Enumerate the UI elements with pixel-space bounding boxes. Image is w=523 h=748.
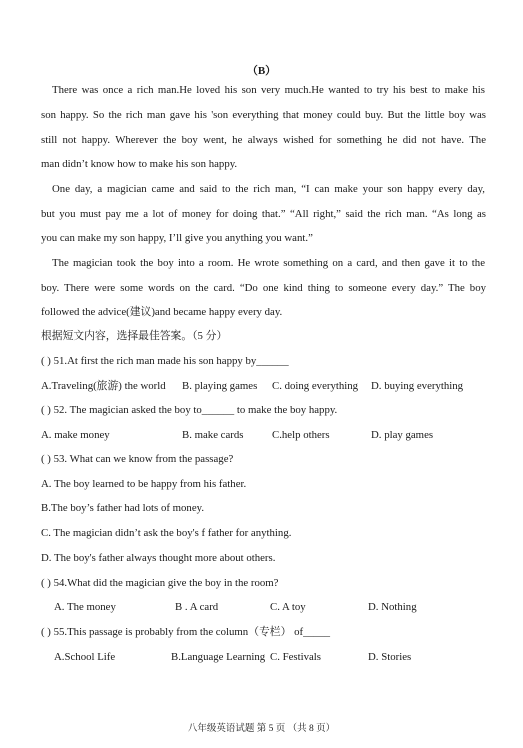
question-54-option-a: A. The money (54, 601, 116, 613)
passage-line-3: still not happy. Wherever the boy went, he always wished for something he did not have. The (41, 134, 486, 146)
question-55-stem: ( ) 55.This passage is probably from the column（专栏） of_____ (41, 626, 331, 638)
question-52-option-a: A. make money (41, 429, 110, 441)
question-55-option-b: B.Language Learning (171, 651, 266, 663)
question-52-option-d: D. play games (371, 429, 434, 441)
question-55-option-c: C. Festivals (270, 651, 321, 663)
passage-line-6: but you must pay me a lot of money for doing that.” “All right,” said the rich man. “As long as (41, 208, 486, 220)
question-51-option-b: B. playing games (182, 380, 258, 392)
passage-line-9: boy. There were some words on the card. “Do one kind thing to someone every day.” The boy (41, 282, 486, 294)
question-53-option-b: B.The boy’s father had lots of money. (41, 502, 205, 514)
passage-line-10: followed the advice(建议)and became happy every day. (41, 306, 283, 318)
passage-line-4: man didn’t know how to make his son happy. (41, 158, 238, 170)
question-51-option-d: D. buying everything (371, 380, 464, 392)
question-54-stem: ( ) 54.What did the magician give the boy in the room? (41, 577, 279, 589)
section-title: （B） (246, 65, 277, 77)
page-footer: 八年级英语试题 第 5 页 （共 8 页） (187, 724, 336, 734)
passage-line-8: The magician took the boy into a room. He wrote something on a card, and then gave it to the (52, 257, 485, 269)
question-51-option-c: C. doing everything (272, 380, 359, 392)
question-53-option-c: C. The magician didn’t ask the boy's f father for anything. (41, 527, 292, 539)
question-52-option-c: C.help others (272, 429, 330, 441)
question-55-option-a: A.School Life (54, 651, 116, 663)
question-51-stem: ( ) 51.At first the rich man made his son happy by______ (41, 355, 289, 367)
question-52-stem: ( ) 52. The magician asked the boy to______ to make the boy happy. (41, 404, 338, 416)
question-53-option-a: A. The boy learned to be happy from his father. (41, 478, 247, 490)
passage-line-5: One day, a magician came and said to the rich man, “I can make your son happy every day, (52, 183, 485, 195)
passage-line-1: There was once a rich man.He loved his son very much.He wanted to try his best to make his (52, 84, 485, 96)
passage-line-7: you can make my son happy, I’ll give you anything you want.” (41, 232, 313, 244)
question-51-option-a: A.Traveling(旅游) the world (41, 380, 166, 392)
question-54-option-b: B . A card (175, 601, 219, 613)
question-53-option-d: D. The boy's father always thought more about others. (41, 552, 276, 564)
question-54-option-c: C. A toy (270, 601, 306, 613)
question-instruction: 根据短文内容，选择最佳答案。（5 分） (41, 330, 228, 342)
question-52-option-b: B. make cards (182, 429, 244, 441)
passage-line-2: son happy. So the rich man gave his 'son everything that money could buy. But the little boy was (41, 109, 486, 121)
question-55-option-d: D. Stories (368, 651, 412, 663)
question-54-option-d: D. Nothing (368, 601, 417, 613)
question-53-stem: ( ) 53. What can we know from the passage? (41, 453, 234, 465)
